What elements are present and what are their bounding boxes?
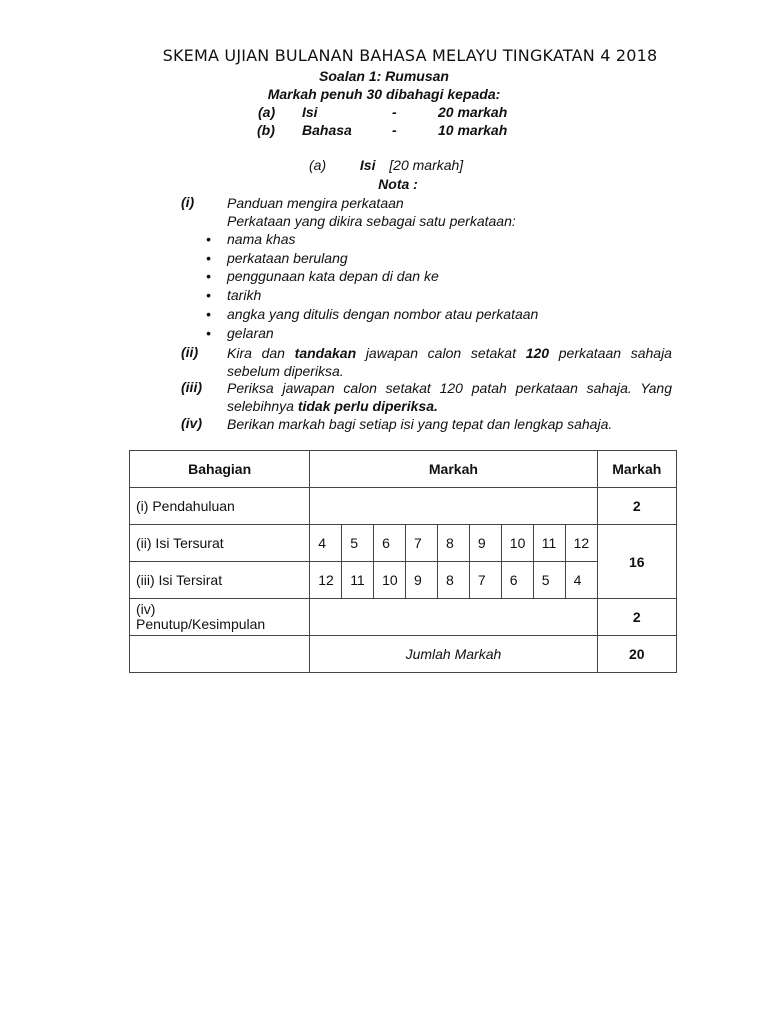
row-label: (i) Pendahuluan bbox=[130, 488, 310, 525]
section-name: Isi bbox=[359, 157, 376, 173]
mark-cell: 12 bbox=[310, 562, 342, 599]
mark-cell: 7 bbox=[406, 525, 438, 562]
row-label: (iii) Isi Tersirat bbox=[130, 562, 310, 599]
table-row bbox=[130, 525, 677, 562]
section-heading bbox=[309, 157, 463, 173]
breakdown-dash: - bbox=[392, 104, 397, 120]
mark-cell: 8 bbox=[437, 562, 469, 599]
breakdown-name: Bahasa bbox=[302, 122, 352, 138]
breakdown-label: (a) bbox=[258, 104, 276, 120]
header-bahagian: Bahagian bbox=[130, 451, 310, 488]
mark-cell: 9 bbox=[406, 562, 438, 599]
empty-cell bbox=[310, 599, 597, 636]
soalan-heading: Soalan 1: Rumusan bbox=[319, 68, 449, 84]
note-iv-text: Berikan markah bagi setiap isi yang tepat dan lengkap sahaja. bbox=[227, 416, 613, 432]
page-title: SKEMA UJIAN BULANAN BAHASA MELAYU TINGKATAN 4 2018 bbox=[162, 46, 658, 65]
jumlah-label: Jumlah Markah bbox=[310, 636, 597, 673]
nota-heading: Nota : bbox=[378, 176, 418, 192]
breakdown-marks: 20 markah bbox=[438, 104, 508, 120]
mark-cell: 8 bbox=[437, 525, 469, 562]
empty-cell bbox=[130, 636, 310, 673]
breakdown-marks: 10 markah bbox=[438, 122, 508, 138]
note-number: (iv) bbox=[181, 415, 202, 431]
mark-cell: 9 bbox=[469, 525, 501, 562]
table-row bbox=[130, 599, 677, 636]
table-row bbox=[130, 562, 677, 599]
mark-cell: 6 bbox=[501, 562, 533, 599]
mark-cell: 10 bbox=[374, 562, 406, 599]
table-row bbox=[130, 488, 677, 525]
breakdown-label: (b) bbox=[257, 122, 275, 138]
mark-cell: 10 bbox=[501, 525, 533, 562]
note-number: (iii) bbox=[181, 379, 202, 395]
markah-penuh-heading: Markah penuh 30 dibahagi kepada: bbox=[267, 86, 501, 102]
header-markah: Markah bbox=[310, 451, 597, 488]
mark-cell: 6 bbox=[374, 525, 406, 562]
note-number: (i) bbox=[181, 194, 195, 210]
mark-cell: 5 bbox=[533, 562, 565, 599]
table-header-row bbox=[130, 451, 677, 488]
header-markah-total: Markah bbox=[597, 451, 676, 488]
empty-cell bbox=[310, 488, 597, 525]
isi-total: 16 bbox=[597, 525, 676, 599]
row-label: (ii) Isi Tersurat bbox=[130, 525, 310, 562]
breakdown-dash: - bbox=[392, 122, 397, 138]
mark-cell: 5 bbox=[342, 525, 374, 562]
section-label: (a) bbox=[309, 157, 327, 173]
note-i-text bbox=[227, 194, 672, 230]
mark-cell: 4 bbox=[565, 562, 597, 599]
section-marks: [20 markah] bbox=[389, 157, 464, 173]
jumlah-total: 20 bbox=[597, 636, 676, 673]
mark-cell: 12 bbox=[565, 525, 597, 562]
row-label: (iv) Penutup/Kesimpulan bbox=[130, 599, 310, 636]
note-i-line2: Perkataan yang dikira sebagai satu perkataan: bbox=[227, 213, 516, 229]
table-row bbox=[130, 636, 677, 673]
note-i-line1: Panduan mengira perkataan bbox=[227, 195, 404, 211]
note-iii-text: Periksa jawapan calon setakat 120 patah perkataan sahaja. Yang selebihnya tidak perlu diperiksa. bbox=[227, 380, 672, 414]
marks-table bbox=[129, 450, 677, 673]
mark-cell: 4 bbox=[310, 525, 342, 562]
row-total: 2 bbox=[597, 488, 676, 525]
mark-cell: 11 bbox=[533, 525, 565, 562]
note-ii-text: Kira dan tandakan jawapan calon setakat 120 perkataan sahaja sebelum diperiksa. bbox=[227, 345, 672, 379]
breakdown-name: Isi bbox=[302, 104, 318, 120]
mark-cell: 11 bbox=[342, 562, 374, 599]
mark-cell: 7 bbox=[469, 562, 501, 599]
note-number: (ii) bbox=[181, 344, 199, 360]
row-total: 2 bbox=[597, 599, 676, 636]
